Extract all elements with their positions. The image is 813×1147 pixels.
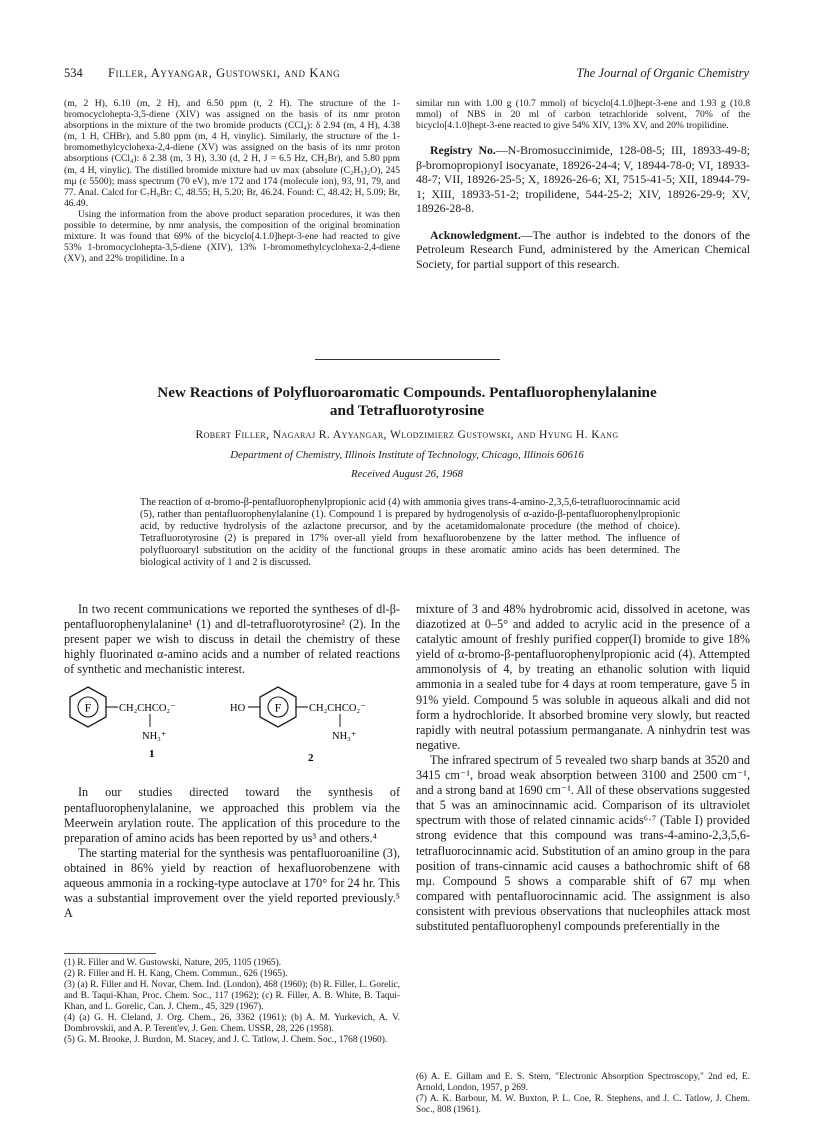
structures-svg [64,683,400,775]
main-right-column [416,602,750,934]
running-header [64,66,749,86]
previous-article-right-column [416,98,750,271]
structure-2-label: 2 [308,752,314,765]
intro-paragraph: In two recent communications we reported the syntheses of dl-β-pentafluorophenylalanine¹ (1) and dl-tetrafluorotyrosine² (2). In the present paper we wish to discuss in detail the chemistry of these highly fluorinated α-amino acids and a number of related reactions of synthetic and mechanistic interest. [64,602,400,677]
structure-2-amine: NH₃⁺ [332,731,357,743]
footnote: (4) (a) G. H. Cleland, J. Org. Chem., 26, 3362 (1961); (b) A. M. Yurkevich, A. V. Dombrovskii, and A. P. Terent'ev, J. Gen. Chem. USSR, 28, 226 (1958). [64,1013,400,1034]
title-line-2: and Tetrafluorotyrosine [329,402,485,419]
body-paragraph: mixture of 3 and 48% hydrobromic acid, dissolved in acetone, was diazotized at 0–5° and added to acrylic acid in the presence of a catalytic amount of freshly purified copper(I) bromide to give 18% yield of α-bromo-β-pentafluorophenylpropionic acid (4). Attempted ammonolysis of 4, by treating an ethanolic solution with liquid ammonia in a sealed tube for 4 days at room temperature, gave 5 in 91% yield. Compound 5 was soluble in aqueous alkali and did not form a hydrochloride. It absorbed bromine very slowly, but reacted rapidly with neutral potassium permanganate. A ninhydrin test was negative. [416,602,750,752]
main-left-column [64,602,400,921]
footnote: (7) A. K. Barbour, M. W. Buxton, P. L. Coe, R. Stephens, and J. C. Tatlow, J. Chem. Soc., 808 (1961). [416,1094,750,1115]
structures-figure [64,683,400,775]
structure-1-label: 1 [149,748,155,761]
article-authors: Robert Filler, Nagaraj R. Ayyangar, Wlodzimierz Gustowski, and Hyung H. Kang [195,428,619,441]
previous-article-left-column [64,98,400,264]
header-authors: Filler, Ayyangar, Gustowski, and Kang [108,66,341,80]
article-title [64,384,750,420]
experimental-paragraph: (m, 2 H), 6.10 (m, 2 H), and 6.50 ppm (t, 2 H). The structure of the 1-bromocyclohepta-3,5-diene (XIV) was assigned on the basis of its nmr proton absorptions in the mixture of the two bromide products (CCl₄): δ 2.94 (m, 4 H), 4.38 (m, 1 H, CHBr), and 5.80 ppm (m, 4 H, vinylic). Similarly, the structure of the 1-bromomethylcyclohexa-2,4-diene (XV) was assigned on the basis of its nmr proton absorptions (CCl₄): δ 2.38 (m, 3 H), 3.30 (d, 2 H, J = 6.5 Hz, CH₂Br), and 5.80 ppm (m, 4 H, vinylic). The distilled bromide mixture had uv max (absolute (C₂H₅)₂O), 245 mμ (ε 5500); mass spectrum (70 eV), m/e 172 and 174 (molecule ion), 93, 91, 79, and 77. Anal. Calcd for C₇H₉Br: C, 48.55; H, 5.20; Br, 46.24. Found: C, 48.42; H, 5.09; Br, 46.49. [64,98,400,209]
footnote: (1) R. Filler and W. Gustowski, Nature, 205, 1105 (1965). [64,958,282,968]
structure-2-chain: CH₂CHCO₂⁻ [309,703,366,715]
acknowledgment-text: —The author is indebted to the donors of the Petroleum Research Fund, administered by the American Chemical Society, for partial support of this research. [416,227,750,271]
structure-1-amine: NH₃⁺ [142,731,167,743]
title-line-1: New Reactions of Polyfluoroaromatic Compounds. Pentafluorophenylalanine [157,384,657,401]
footnote-rule [64,953,156,954]
structure-1-chain: CH₂CHCO₂⁻ [119,703,176,715]
body-paragraph: The infrared spectrum of 5 revealed two sharp bands at 3520 and 3415 cm⁻¹, broad weak absorption between 3100 and 2500 cm⁻¹, and a strong band at 1690 cm⁻¹. All of these observations suggested that 5 was an aminocinnamic acid. Comparison of its ultraviolet spectrum with those of related cinnamic acids⁶·⁷ (Table I) provided strong evidence that this compound was trans-4-amino-2,3,5,6-tetrafluorocinnamic acid. Substitution of an amino group in the para position of trans-cinnamic acid causes a bathochromic shift of 68 mμ. Compound 5 shows a comparable shift of 67 mμ when compared with pentafluorocinnamic acid. The assignment is also consistent with previous observations that nucleophiles attack most substituted pentafluorophenyl compounds preferentially in the [416,752,750,933]
acknowledgment-label: Acknowledgment. [430,227,521,242]
experimental-paragraph: Using the information from the above product separation procedures, it was then possible to determine, by nmr analysis, the composition of the original bromination mixture. It was found that 69% of the bicyclo[4.1.0]hept-3-ene had reacted to give 53% 1-bromocyclohepta-3,5-diene (XIV), 13% 1-bromomethylcyclohexa-2,4-diene (XV), and 22% tropilidine. In a [64,208,400,265]
footnote: (5) G. M. Brooke, J. Burdon, M. Stacey, and J. C. Tatlow, J. Chem. Soc., 1768 (1960). [64,1035,388,1045]
acknowledgment [416,228,750,272]
page-number: 534 [64,66,83,80]
footnotes-left [64,958,400,1046]
article-divider [315,359,500,360]
footnotes-right [416,1072,750,1116]
registry-numbers [416,143,750,216]
structure-2-hydroxyl: HO [230,703,246,715]
structure-1 [70,687,176,760]
abstract: The reaction of α-bromo-β-pentafluorophenylpropionic acid (4) with ammonia gives trans-4-amino-2,3,5,6-tetrafluorocinnamic acid (5), rather than pentafluorophenylalanine (1). Compound 1 is prepared by hydrogenolysis of α-azido-β-pentafluorophenylpropionic acid, by reductive hydrolysis of the azlactone precursor, and by the acetamidomalonate procedure (the method of choice). Tetrafluorotyrosine (2) is prepared in 17% over-all yield from hexafluorobenzene by the latter method. The influence of polyfluoroaryl substitution on the acidity of the functional groups in these aromatic amino acids has been determined. The biological activity of 1 and 2 is discussed. [140,497,680,569]
body-paragraph: The starting material for the synthesis was pentafluoroaniline (3), obtained in 86% yield by reaction of hexafluorobenzene with aqueous ammonia in a rocking-type autoclave at 170° for 24 hr. This was a substantial improvement over the yield reported previously.⁵ A [64,845,400,921]
body-paragraph: In our studies directed toward the synthesis of pentafluorophenylalanine, we approached this problem via the Meerwein arylation route. The application of this procedure to the preparation of amino acids has been reported by us³ and others.⁴ [64,785,400,845]
structure-2 [230,687,366,764]
footnote: (3) (a) R. Filler and H. Novar, Chem. Ind. (London), 468 (1960); (b) R. Filler, L. Gorelic, and B. Taqui-Khan, Proc. Chem. Soc., 117 (1962); (c) R. Filler, A. B. White, B. Taqui-Khan, and L. Gorelic, Can. J. Chem., 45, 329 (1967). [64,980,400,1012]
registry-label: Registry No. [430,143,496,158]
ring-letter: F [274,700,282,715]
ring-letter: F [84,700,92,715]
registry-text: —N-Bromosuccinimide, 128-08-5; III, 18933-49-8; β-bromopropionyl isocyanate, 18926-24-4; V, 18944-78-0; VI, 18933-48-7; VII, 18926-25-5; X, 18926-26-6; XI, 7515-41-5; XII, 18944-79-1; XIII, 18933-51-2; tropilidene, 544-25-2; XIV, 18926-29-9; XV, 18926-28-8. [416,143,750,216]
received-date: Received August 26, 1968 [351,468,463,480]
experimental-paragraph: similar run with 1.00 g (10.7 mmol) of bicyclo[4.1.0]hept-3-ene and 1.93 g (10.8 mmol) of NBS in 20 ml of carbon tetrachloride solvent, 70% of the bicyclo[4.1.0]hept-3-ene reacted to give 54% XIV, 13% XV, and 20% tropilidine. [416,98,750,132]
affiliation: Department of Chemistry, Illinois Institute of Technology, Chicago, Illinois 60616 [230,449,584,461]
journal-name: The Journal of Organic Chemistry [576,66,749,80]
footnote: (2) R. Filler and H. H. Kang, Chem. Commun., 626 (1965). [64,969,288,979]
footnote: (6) A. E. Gillam and E. S. Stern, "Electronic Absorption Spectroscopy," 2nd ed, E. Arnold, London, 1957, p 269. [416,1072,750,1093]
